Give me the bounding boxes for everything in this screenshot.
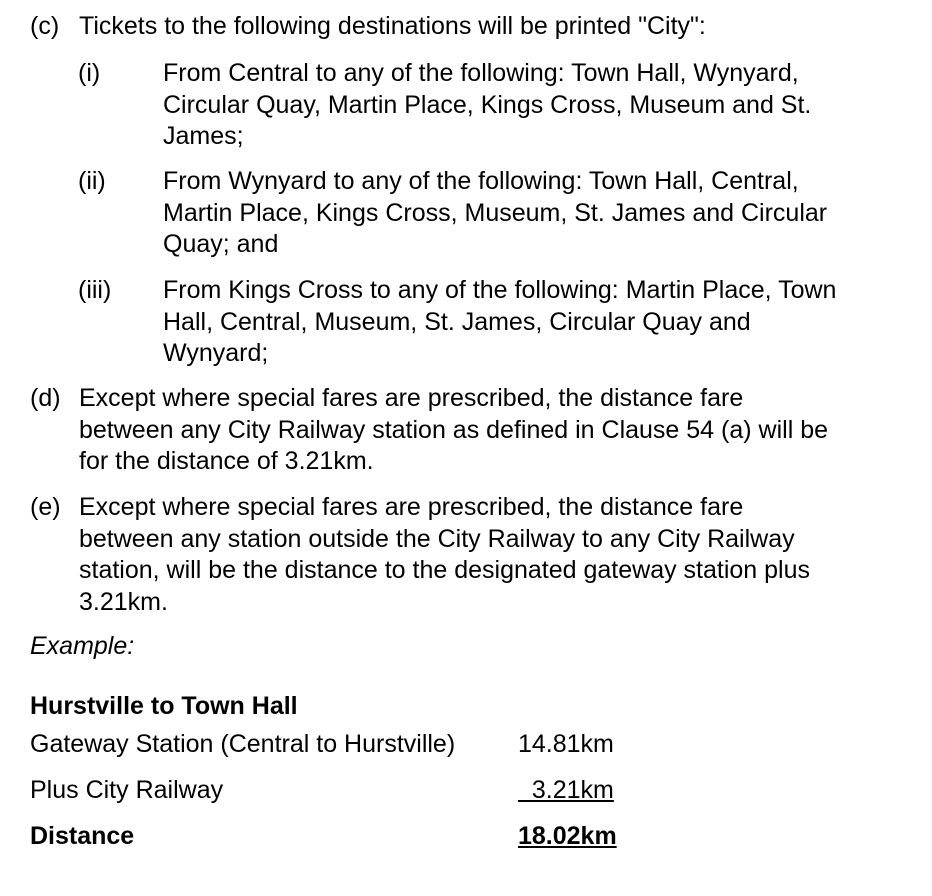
row-label: Plus City Railway — [30, 776, 224, 804]
example-row-city-railway — [30, 775, 650, 807]
sub-item-text: From Kings Cross to any of the following: Martin Place, Town Hall, Central, Museum, St. James, Circular Quay and Wynyard; — [163, 276, 837, 367]
example-title: Hurstville to Town Hall — [30, 692, 298, 720]
clause-marker: (e) — [30, 493, 61, 521]
example-label: Example: — [30, 632, 135, 660]
example-row-gateway — [30, 729, 650, 761]
sub-item-text: From Central to any of the following: Town Hall, Wynyard, Circular Quay, Martin Place, Kings Cross, Museum and St. James; — [163, 59, 812, 150]
example-row-distance — [30, 821, 650, 853]
sub-item-marker: (i) — [78, 59, 101, 87]
clause-marker: (d) — [30, 384, 61, 412]
sub-item-marker: (ii) — [78, 167, 106, 195]
clause-text: Except where special fares are prescribed, the distance fare between any station outside the City Railway to any City Railway station, will be the distance to the designated gateway station plus 3.21km. — [79, 493, 811, 616]
row-label: Gateway Station (Central to Hurstville) — [30, 730, 456, 758]
sub-item-text: From Wynyard to any of the following: Town Hall, Central, Martin Place, Kings Cross, Museum, St. James and Circular Quay; and — [163, 167, 828, 258]
clause-marker: (c) — [30, 12, 60, 40]
row-value: 3.21km — [518, 776, 614, 804]
row-value: 14.81km — [518, 730, 614, 758]
clause-text: Except where special fares are prescribed, the distance fare between any City Railway station as defined in Clause 54 (a) will be for the distance of 3.21km. — [79, 384, 828, 475]
row-value: 18.02km — [518, 822, 617, 850]
sub-item-marker: (iii) — [78, 276, 112, 304]
row-label: Distance — [30, 822, 135, 850]
clause-text: Tickets to the following destinations will be printed "City": — [79, 12, 706, 40]
